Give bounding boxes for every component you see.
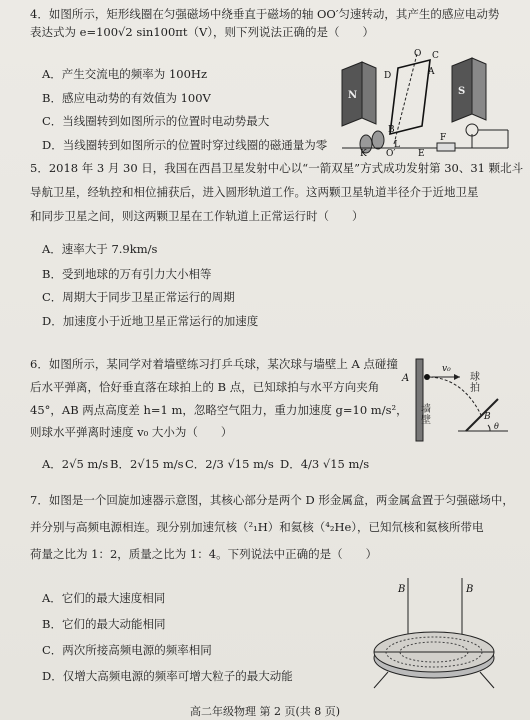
fig6-label-theta: θ	[494, 422, 499, 431]
fig4-label-b: B	[388, 125, 395, 135]
q6-stem-line2: 后水平弹离，恰好垂直落在球拍上的 B 点，已知球拍与水平方向夹角	[30, 379, 380, 394]
q6-option-d[interactable]: D．4/3 √15 m/s	[280, 457, 370, 471]
question-7	[30, 492, 512, 563]
q6-stem-line3: 45°，AB 两点高度差 h=1 m，忽略空气阻力，重力加速度 g=10 m/s²，	[30, 402, 408, 417]
q4-option-d[interactable]: D．当线圈转到如图所示的位置时穿过线圈的磁通量为零	[42, 138, 328, 152]
q7-option-d[interactable]: D．仅增大高频电源的频率可增大粒子的最大动能	[42, 669, 293, 683]
ping-pong-figure	[396, 355, 514, 445]
fig7-label-b-right: B	[466, 584, 474, 595]
question-6	[30, 356, 408, 442]
fig4-label-c: C	[432, 51, 439, 61]
q5-option-c[interactable]: C．周期大于同步卫星正常运行的周期	[42, 290, 235, 304]
fig4-label-n: N	[348, 90, 358, 101]
fig6-label-a: A	[402, 373, 410, 384]
q6-stem-line1: 6．如图所示，某同学对着墙壁练习打乒乓球，某次球与墙壁上 A 点碰撞	[30, 357, 398, 371]
q7-option-a[interactable]: A．它们的最大速度相同	[42, 591, 166, 605]
question-4	[30, 6, 512, 42]
q5-stem-line3: 和同步卫星之间，则这两颗卫星在工作轨道上正常运行时（ ）	[30, 208, 364, 223]
q5-option-b[interactable]: B．受到地球的万有引力大小相等	[42, 267, 212, 281]
generator-coil-figure	[332, 48, 518, 158]
q6-stem-line4: 则球水平弹离时速度 v₀ 大小为（ ）	[30, 425, 233, 440]
question-5	[30, 160, 524, 225]
fig7-label-b-left: B	[398, 584, 406, 595]
q5-option-a[interactable]: A．速率大于 7.9km/s	[42, 242, 158, 256]
fig4-label-d: D	[384, 71, 392, 81]
q4-stem-line2: 表达式为 e=100√2 sin100πt（V），则下列说法正确的是（ ）	[30, 24, 375, 39]
q7-stem-line3: 荷量之比为 1：2，质量之比为 1：4。下列说法中正确的是（ ）	[30, 546, 378, 561]
q4-stem-line1: 4．如图所示，矩形线圈在匀强磁场中绕垂直于磁场的轴 OO′匀速转动，其产生的感应电动势	[30, 7, 500, 21]
q4-option-c[interactable]: C．当线圈转到如图所示的位置时电动势最大	[42, 114, 270, 128]
fig6-label-b: B	[484, 412, 491, 422]
q7-stem-line2: 并分别与高频电源相连。现分别加速氘核（²₁H）和氦核（⁴₂He），已知氘核和氦核所带电	[30, 519, 484, 534]
q4-option-b[interactable]: B．感应电动势的有效值为 100V	[42, 91, 211, 105]
fig4-label-k: K	[360, 149, 367, 158]
fig4-label-o-prime: O′	[386, 149, 396, 158]
fig6-label-wall: 墙壁	[421, 404, 431, 426]
fig4-label-l: L	[394, 140, 400, 150]
q7-stem-line1: 7．如图是一个回旋加速器示意图，其核心部分是两个 D 形金属盒，两金属盒置于匀强磁场中，	[30, 493, 514, 507]
fig4-label-o: O	[414, 49, 422, 59]
q5-stem-line2: 导航卫星，经轨控和相位捕获后，进入圆形轨道工作。这两颗卫星轨道半径介于近地卫星	[30, 184, 479, 199]
q7-option-c[interactable]: C．两次所接高频电源的频率相同	[42, 643, 212, 657]
fig6-label-paddle: 球拍	[470, 372, 480, 394]
q6-option-b[interactable]: B．2√15 m/s	[110, 457, 184, 471]
q7-option-b[interactable]: B．它们的最大动能相同	[42, 617, 166, 631]
q6-option-a[interactable]: A．2√5 m/s	[42, 457, 109, 471]
q5-option-d[interactable]: D．加速度小于近地卫星正常运行的加速度	[42, 314, 259, 328]
fig4-label-s: S	[458, 86, 466, 97]
cyclotron-figure	[368, 572, 518, 692]
fig4-label-f: F	[440, 133, 447, 143]
q6-option-c[interactable]: C．2/3 √15 m/s	[185, 457, 274, 471]
fig4-label-e: E	[418, 149, 425, 158]
q5-stem-line1: 5．2018 年 3 月 30 日，我国在西昌卫星发射中心以“一箭双星”方式成功发射第 30、31 颗北斗	[30, 161, 524, 175]
fig6-label-v0: v₀	[442, 364, 451, 374]
fig4-label-a: A	[428, 67, 435, 77]
q4-option-a[interactable]: A．产生交流电的频率为 100Hz	[42, 67, 207, 81]
page-footer: 高二年级物理 第 2 页(共 8 页)	[189, 705, 341, 718]
